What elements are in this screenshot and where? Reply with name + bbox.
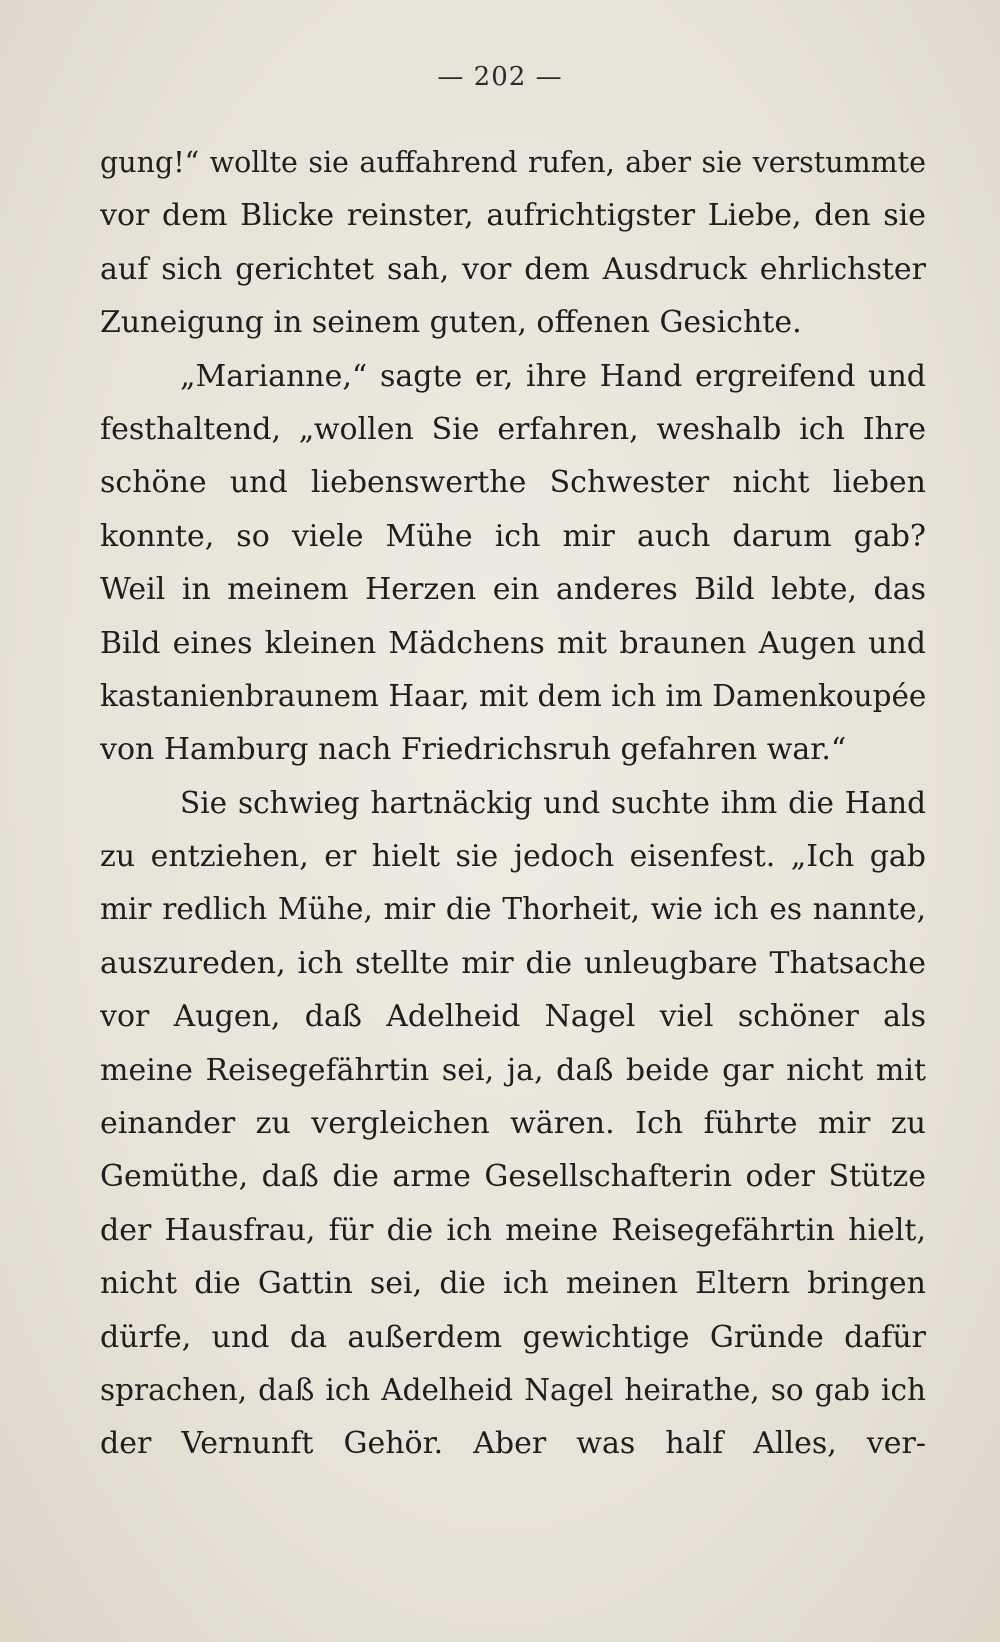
text-line: festhaltend, „wollen Sie erfahren, weshalb ich Ihre: [100, 411, 926, 447]
text-line: vor Augen, daß Adelheid Nagel viel schöner als: [100, 999, 926, 1035]
text-line: Bild eines kleinen Mädchens mit braunen Augen und: [100, 625, 926, 661]
text-line: Zuneigung in seinem guten, offenen Gesichte.: [100, 305, 802, 341]
text-line: von Hamburg nach Friedrichsruh gefahren war.“: [100, 732, 847, 768]
text-line: einander zu vergleichen wären. Ich führte mir zu: [100, 1106, 926, 1142]
text-line: nicht die Gattin sei, die ich meinen Eltern bringen: [100, 1266, 926, 1302]
text-line: vor dem Blicke reinster, aufrichtigster Liebe, den sie: [100, 198, 926, 234]
text-line: Gemüthe, daß die arme Gesellschafterin oder Stütze: [100, 1159, 926, 1195]
body-text: [100, 136, 926, 1471]
text-line: sprachen, daß ich Adelheid Nagel heirathe, so gab ich: [100, 1372, 926, 1407]
text-line: Sie schwieg hartnäckig und suchte ihm die Hand: [180, 785, 926, 820]
text-line: „Marianne,“ sagte er, ihre Hand ergreifend und: [180, 358, 926, 394]
text-line: auszureden, ich stellte mir die unleugbare Thatsache: [100, 945, 926, 981]
text-line: der Hausfrau, für die ich meine Reisegefährtin hielt,: [100, 1212, 926, 1248]
text-line: der Vernunft Gehör. Aber was half Alles, ver-: [100, 1426, 926, 1462]
page-number: — 202 —: [437, 62, 563, 92]
text-line: auf sich gerichtet sah, vor dem Ausdruck ehrlichster: [100, 251, 926, 287]
text-line: konnte, so viele Mühe ich mir auch darum gab?: [100, 518, 926, 554]
text-line: gung!“ wollte sie auffahrend rufen, aber sie verstummte: [100, 146, 926, 179]
text-line: dürfe, und da außerdem gewichtige Gründe dafür: [100, 1319, 926, 1355]
text-line: zu entziehen, er hielt sie jedoch eisenfest. „Ich gab: [100, 839, 926, 875]
text-line: Weil in meinem Herzen ein anderes Bild lebte, das: [100, 572, 926, 608]
text-line: meine Reisegefährtin sei, ja, daß beide gar nicht mit: [100, 1052, 926, 1088]
text-line: mir redlich Mühe, mir die Thorheit, wie ich es nannte,: [100, 892, 926, 927]
text-line: schöne und liebenswerthe Schwester nicht lieben: [100, 465, 926, 501]
text-line: kastanienbraunem Haar, mit dem ich im Damenkoupée: [100, 678, 926, 713]
